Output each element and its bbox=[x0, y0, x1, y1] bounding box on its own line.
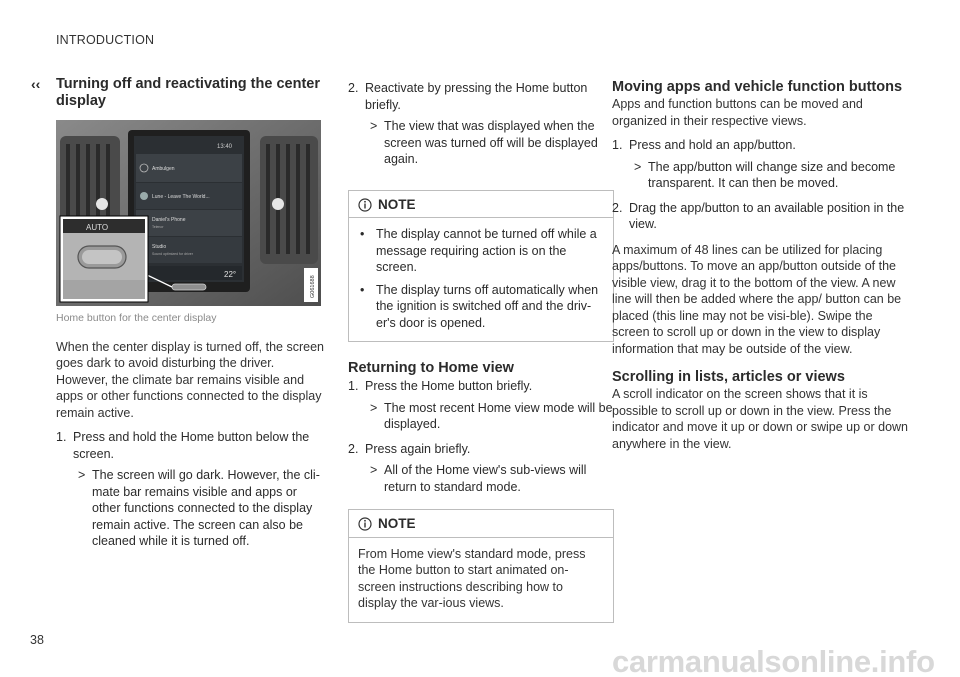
info-icon bbox=[358, 198, 372, 212]
step-text: Press the Home button briefly. bbox=[365, 379, 533, 393]
step-result bbox=[370, 118, 614, 168]
note-text: From Home view's standard mode, press the Home button to start animated on-screen instructions describing how to display the var-ious views. bbox=[358, 546, 586, 610]
note-box bbox=[348, 509, 614, 623]
section-title-scrolling: Scrolling in lists, articles or views bbox=[612, 369, 845, 385]
step-item bbox=[348, 441, 614, 458]
svg-text:G061688: G061688 bbox=[310, 275, 316, 298]
column-middle bbox=[348, 80, 614, 623]
step-number: 1. bbox=[612, 138, 623, 152]
step-result bbox=[370, 400, 614, 433]
step-number: 2. bbox=[348, 441, 359, 456]
step-item bbox=[612, 137, 908, 154]
bullet-text: The display turns off automatically when the ignition is switched off and the driv-er's door is opened. bbox=[376, 282, 599, 330]
scrolling-paragraph: A scroll indicator on the screen shows that it is possible to scroll up or down in the view. Press the indicator and move it up or down or swipe up or down anywhere in the view. bbox=[612, 387, 908, 451]
note-label: NOTE bbox=[378, 196, 416, 212]
bullet-text: The display cannot be turned off while a message requiring action is on the screen. bbox=[376, 227, 597, 274]
note-bullet bbox=[358, 226, 603, 276]
step-number: 2. bbox=[348, 81, 359, 95]
svg-text:Ambulgen: Ambulgen bbox=[152, 166, 175, 172]
svg-text:Sound optimized for driver: Sound optimized for driver bbox=[152, 252, 193, 256]
step-text: Reactivate by pressing the Home button briefly. bbox=[365, 81, 588, 112]
figure-caption: Home button for the center display bbox=[56, 312, 217, 324]
section-title-home-view: Returning to Home view bbox=[348, 360, 514, 376]
result-arrow-icon: > bbox=[634, 159, 642, 174]
continued-marker-icon: ‹‹ bbox=[31, 76, 41, 92]
note-label: NOTE bbox=[378, 516, 416, 531]
step-result bbox=[78, 467, 324, 550]
step-text: Press again briefly. bbox=[365, 441, 471, 456]
inset-auto-label: AUTO bbox=[86, 223, 109, 232]
moving-intro: Apps and function buttons can be moved and organized in their respective views. bbox=[612, 97, 863, 128]
step-item bbox=[612, 200, 908, 233]
svg-text:Studio: Studio bbox=[152, 244, 167, 250]
note-header bbox=[349, 197, 613, 219]
svg-text:Telenor: Telenor bbox=[152, 225, 164, 229]
moving-paragraph: A maximum of 48 lines can be utilized for placing apps/buttons. To move an app/button outside of the visible view, drag it to the bottom of the view. A new line will then be added where the app/ button can be placed (this line may not be visi-ble). Swipe the screen to scroll up or down in the view to display information that may be outside of the view. bbox=[612, 242, 902, 356]
result-arrow-icon: > bbox=[370, 463, 378, 477]
step-number: 2. bbox=[612, 200, 623, 215]
result-text: The screen will go dark. However, the cli-mate bar remains visible and apps or other functions connected to the display remain active. The screen can also be cleaned while it is turned off. bbox=[92, 468, 320, 548]
bullet-icon: • bbox=[360, 282, 365, 297]
section-title-moving-apps: Moving apps and vehicle function buttons bbox=[612, 79, 903, 95]
result-text: The most recent Home view mode will be displayed. bbox=[384, 400, 613, 431]
step-number: 1. bbox=[348, 379, 359, 393]
page-number: 38 bbox=[30, 633, 44, 647]
step-result bbox=[370, 462, 614, 495]
svg-text:22°: 22° bbox=[224, 270, 237, 279]
step-text: Press and hold an app/button. bbox=[629, 138, 796, 152]
result-arrow-icon: > bbox=[370, 119, 378, 133]
step-text: Press and hold the Home button below the screen. bbox=[73, 430, 310, 461]
svg-text:13:40: 13:40 bbox=[216, 144, 232, 150]
note-box bbox=[348, 190, 614, 343]
result-text: The app/button will change size and become transparent. It can then be moved. bbox=[648, 159, 896, 190]
step-number: 1. bbox=[56, 430, 67, 444]
result-arrow-icon: > bbox=[78, 468, 86, 482]
column-left bbox=[31, 76, 324, 550]
note-bullet bbox=[358, 282, 603, 332]
info-icon bbox=[358, 517, 372, 531]
intro-paragraph: When the center display is turned off, the screen goes dark to avoid disturbing the driver. However, the climate bar remains visible and apps or other functions connected to the display remain active. bbox=[56, 339, 324, 420]
column-right bbox=[612, 79, 908, 452]
center-display-illustration bbox=[56, 120, 321, 306]
running-header: INTRODUCTION bbox=[56, 33, 155, 47]
screen-tiles bbox=[136, 154, 242, 263]
result-arrow-icon: > bbox=[370, 400, 378, 415]
right-air-vent bbox=[260, 136, 318, 264]
result-text: All of the Home view's sub-views will return to standard mode. bbox=[384, 463, 587, 494]
step-result bbox=[634, 159, 908, 192]
home-button-graphic bbox=[172, 284, 206, 290]
note-header bbox=[349, 516, 613, 538]
svg-text:Lune - Leave The World...: Lune - Leave The World... bbox=[152, 194, 210, 200]
bullet-icon: • bbox=[360, 227, 365, 241]
result-text: The view that was displayed when the screen was turned off will be displayed again. bbox=[384, 119, 598, 166]
step-text: Drag the app/button to an available position in the view. bbox=[629, 200, 905, 231]
watermark-text: carmanualsonline.info bbox=[612, 644, 935, 677]
section-title-text: Turning off and reactivating the center display bbox=[56, 76, 320, 109]
step-item bbox=[56, 429, 324, 462]
center-display-figure bbox=[56, 120, 321, 306]
step-item bbox=[348, 80, 614, 113]
section-title-display bbox=[31, 76, 324, 110]
svg-text:Daniel's Phone: Daniel's Phone bbox=[152, 217, 186, 223]
step-item bbox=[348, 378, 614, 395]
